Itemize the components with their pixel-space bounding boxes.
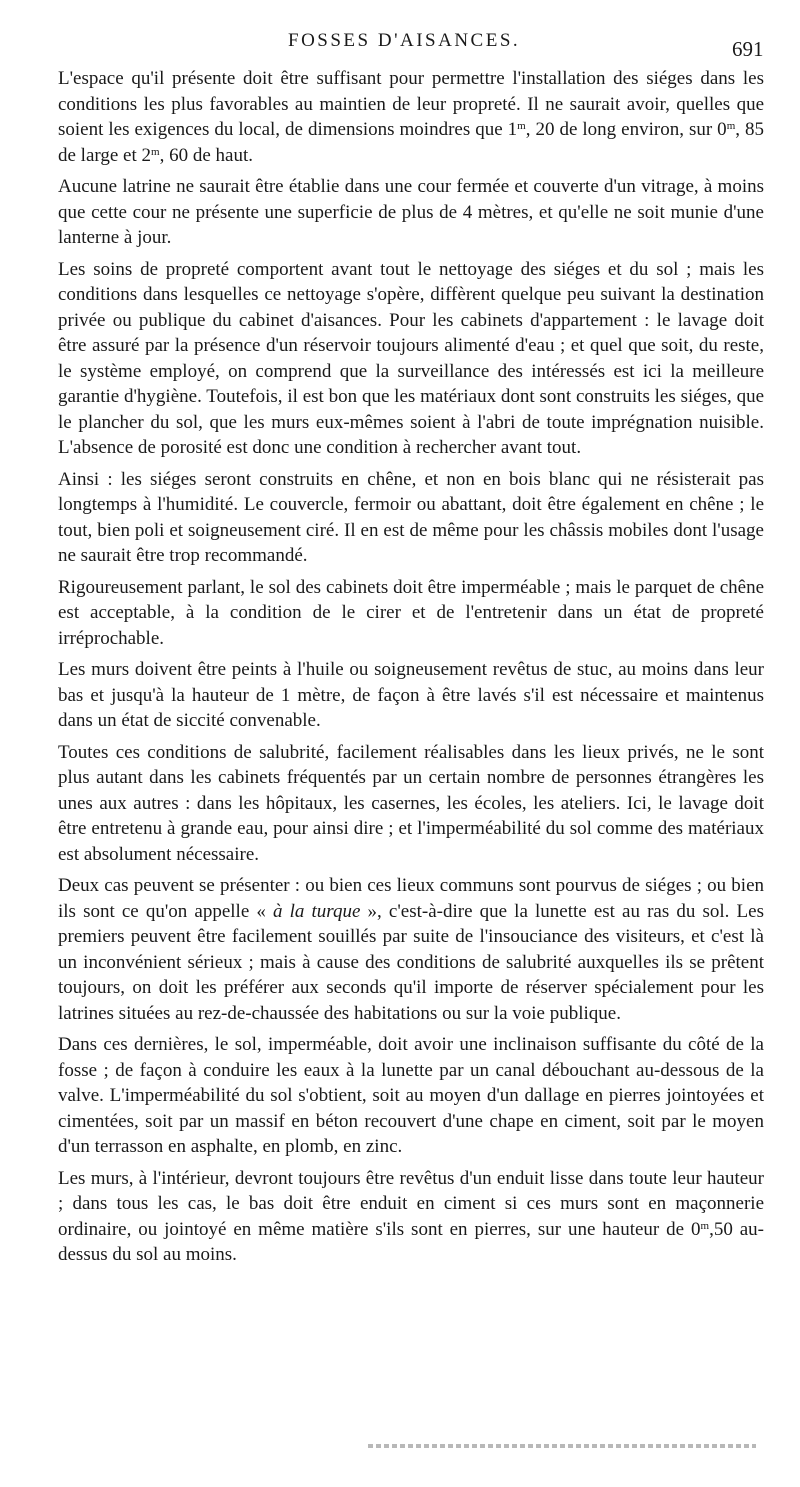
paragraph <box>58 1032 764 1160</box>
paragraph-text: L'espace qu'il présente doit être suffisant pour permettre l'installation des siéges dans les conditions les plus favorables au maintien de leur propreté. Il ne saurait avoir, quelles que soient les exigences du local, de dimensions moindres que 1 <box>58 68 764 140</box>
paragraph <box>58 657 764 734</box>
paragraph-text: », c'est-à-dire que la lunette est au ras du sol. Les premiers peuvent être facilement souillés par suite de l'insouciance des visiteurs, et c'est là un inconvénient sérieux ; mais à cause des conditions de salubrité auxquelles ils se prêtent toujours, on doit les préférer aux seconds qu'il importe de réserver spécialement pour les latrines situées au rez-de-chaussée des habitations ou sur la voie publique. <box>58 900 764 1024</box>
paragraph <box>58 575 764 652</box>
paragraph-text: , 85 de large et 2 <box>58 119 764 166</box>
superscript-unit: m <box>151 145 160 158</box>
superscript-unit: m <box>700 1219 710 1232</box>
italic-phrase: à la turque <box>273 900 361 922</box>
paragraph-text: Les murs, à l'intérieur, devront toujours être revêtus d'un enduit lisse dans toute leur hauteur ; dans tous les cas, le bas doit être enduit en ciment si ces murs sont en maçonnerie ordinaire, ou jointoyé en même matière s'ils sont en pierres, sur une hauteur de 0 <box>58 1167 764 1240</box>
paragraph-text: Les murs doivent être peints à l'huile ou soigneusement revêtus de stuc, au moins dans leur bas et jusqu'à la hauteur de 1 mètre, de façon à être lavés s'il est nécessaire et maintenus dans un état de siccité convenable. <box>58 659 764 731</box>
paragraph <box>58 257 764 461</box>
paragraph <box>58 174 764 251</box>
paragraph-text: ,50 au-dessus du sol au moins. <box>58 1218 764 1265</box>
paragraph <box>58 467 764 569</box>
page-number: 691 <box>732 37 764 61</box>
paragraph-text: Aucune latrine ne saurait être établie dans une cour fermée et couverte d'un vitrage, à moins que cette cour ne présente une superficie de plus de 4 mètres, et qu'elle ne soit munie d'une lanterne à jour. <box>58 176 764 248</box>
body-text <box>58 66 764 1274</box>
paragraph-text: Les soins de propreté comportent avant tout le nettoyage des siéges et du sol ; mais les conditions dans lesquelles ce nettoyage s'opère, diffèrent quelque peu suivant la destination privée ou publique du cabinet d'aisances. Pour les cabinets d'appartement : le lavage doit être assuré par la présence d'un réservoir toujours alimenté d'eau ; et quel que soit, du reste, le système employé, on comprend que la surveillance des intéressés est ici la meilleure garantie d'hygiène. Toutefois, il est bon que les matériaux dont sont construits les siéges, que le plancher du sol, que les murs eux-mêmes soient à l'abri de toute imprégnation nuisible. L'absence de porosité est donc une condition à rechercher avant tout. <box>58 258 764 458</box>
paragraph-text: Deux cas peuvent se présenter : ou bien ces lieux communs sont pourvus de siéges ; ou bien ils sont ce qu'on appelle « <box>58 875 764 922</box>
paragraph <box>58 873 764 1026</box>
paragraph <box>58 66 764 168</box>
faded-bottom-text-line <box>368 1444 756 1448</box>
page-header <box>0 30 800 60</box>
paragraph-text: , 20 de long environ, sur 0 <box>525 119 727 140</box>
superscript-unit: m <box>517 120 526 132</box>
paragraph-text: , 60 de haut. <box>159 144 253 166</box>
paragraph-text: Rigoureusement parlant, le sol des cabinets doit être imperméable ; mais le parquet de chêne est acceptable, à la condition de le cirer et de l'entretenir dans un état de propreté irréprochable. <box>58 576 764 649</box>
running-title: FOSSES D'AISANCES. <box>288 30 521 51</box>
paragraph <box>58 1166 764 1268</box>
superscript-unit: m <box>726 120 736 132</box>
paragraph <box>58 740 764 868</box>
paragraph-text: Dans ces dernières, le sol, imperméable, doit avoir une inclinaison suffisante du côté de la fosse ; de façon à conduire les eaux à la lunette par un canal débouchant au-dessous de la valve. L'imperméabilité du sol s'obtient, soit au moyen d'un dallage en pierres jointoyées et cimentées, soit par un massif en béton recouvert d'une chape en ciment, soit par le moyen d'un terrasson en asphalte, en plomb, en zinc. <box>58 1034 764 1157</box>
paragraph-text: Toutes ces conditions de salubrité, facilement réalisables dans les lieux privés, ne le sont plus autant dans les cabinets fréquentés par un certain nombre de personnes étrangères les unes aux autres : dans les hôpitaux, les casernes, les écoles, les ateliers. Ici, le lavage doit être entretenu à grande eau, pour ainsi dire ; et l'imperméabilité du sol comme des matériaux est absolument nécessaire. <box>58 741 764 865</box>
paragraph-text: Ainsi : les siéges seront construits en chêne, et non en bois blanc qui ne résisterait pas longtemps à l'humidité. Le couvercle, fermoir ou abattant, doit être également en chêne ; le tout, bien poli et soigneusement ciré. Il en est de même pour les châssis mobiles dont l'usage ne saurait être trop recommandé. <box>58 468 764 566</box>
